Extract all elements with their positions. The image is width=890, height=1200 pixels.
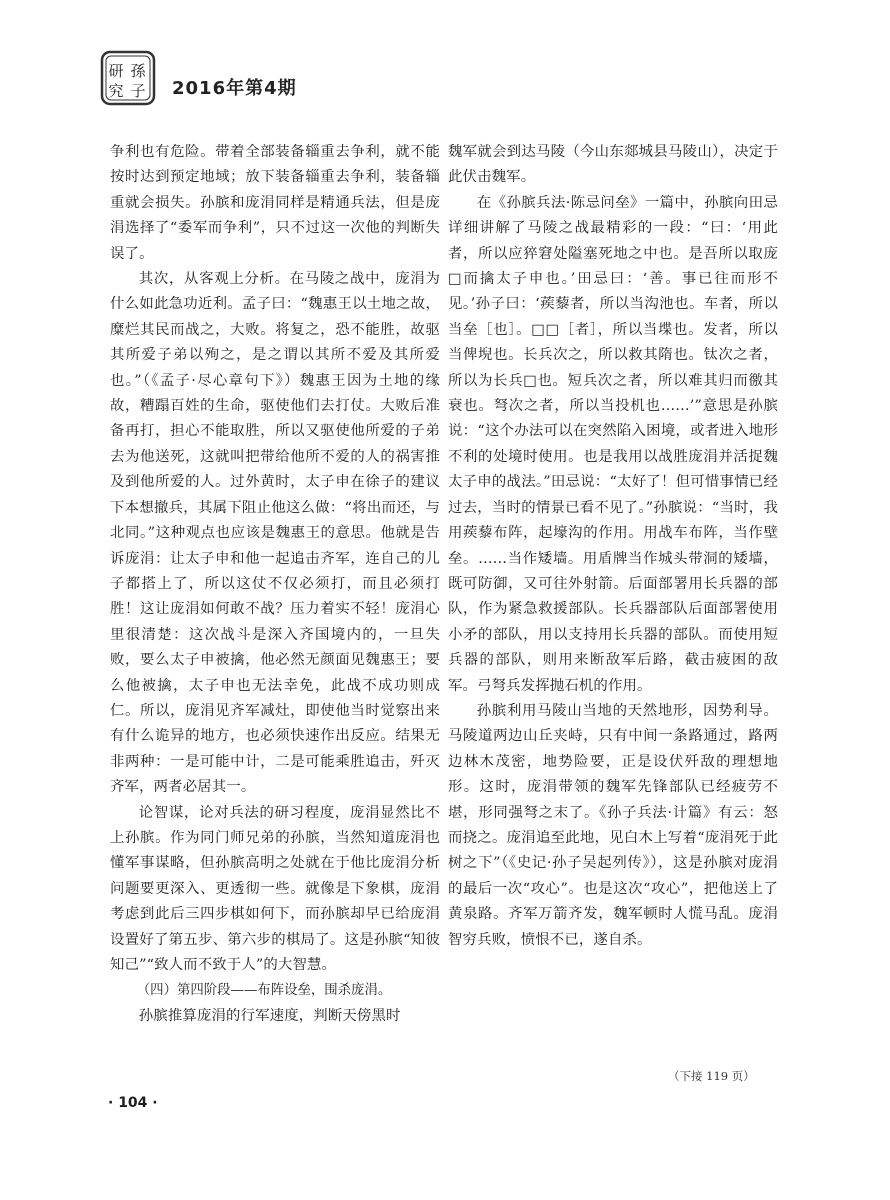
paragraph: 孙膑推算庞涓的行军速度，判断天傍黑时	[138, 1007, 401, 1024]
issue-label: 2016年第4期	[172, 78, 297, 99]
logo-char-2: 究	[108, 82, 124, 100]
paragraph: 其次，从客观上分析。在马陵之战中，庞涓为什么如此急功近利。孟子曰：“魏惠王以土地之故，糜烂其民而战之，大败。将复之，恐不能胜，故驱其所爱子弟以殉之，是之谓以其所不爱及其所爱也。”（《孟子·尽心章句下》）魏惠王因为土地的缘故，糟蹋百姓的生命，驱使他们去打仗。大败后准备再打，担心不能取胜，所以又驱使他所爱的子弟去为他送死，这就叫把带给他所不爱的人的祸害推及到他所爱的人。过外黄时，太子申在徐子的建议下本想撤兵，其属下阻止他这么做：“将出而还，与北同。”这种观点也应该是魏惠王的意思。他就是告诉庞涓：让太子申和他一起追击齐军，连自己的儿子都搭上了，所以这仗不仅必须打，而且必须打胜！这让庞涓如何敢不战？压力着实不轻！庞涓心里很清楚：这次战斗是深入齐国境内的，一旦失败，要么太子申被擒，他必然无颜面见魏惠王；要么他被擒，太子申也无法幸免，此战不成功则成仁。所以，庞涓见齐军减灶，即使他当时觉察出来有什么诡异的地方，也必须快速作出反应。结果无非两种：一是可能中计，二是可能乘胜追击，歼灭齐军，两者必居其一。	[110, 271, 440, 796]
page-header	[100, 50, 800, 110]
page-number: · 104 ·	[108, 1095, 158, 1111]
paragraph: 魏军就会到达马陵（今山东郯城县马陵山），决定于此伏击魏军。	[448, 144, 778, 186]
continued-note: （下接 119 页）	[668, 1069, 755, 1083]
left-column	[110, 140, 440, 1029]
section-subheading: （四）第四阶段——布阵设垒，围杀庞涓。	[136, 983, 392, 999]
paragraph: 在《孙膑兵法·陈忌问垒》一篇中，孙膑向田忌详细讲解了马陵之战最精彩的一段：“曰：‘用此者，所以应猝窘处隘塞死地之中也。是吾所以取庞□而擒太子申也。’田忌曰：‘善。事已往而形不见。’孙子曰：‘蒺藜者，所以当沟池也。车者，所以当垒［也］。□□［者］，所以当堞也。发者，所以当俾堄也。长兵次之，所以救其隋也。钛次之者，所以为长兵□也。短兵次之者，所以难其归而徼其衰也。弩次之者，所以当投机也……’”意思是孙膑说：“这个办法可以在突然陷入困境，或者进入地形不利的处境时使用。也是我用以战胜庞涓并活捉魏太子申的战法。”田忌说：“太好了！但可惜事情已经过去，当时的情景已看不见了。”孙膑说：“当时，我用蒺藜布阵，起壕沟的作用。用战车布阵，当作壁垒。……当作矮墙。用盾牌当作城头带洞的矮墙，既可防御，又可往外射箭。后面部署用长兵器的部队，作为紧急救援部队。长兵器部队后面部署使用小矛的部队，用以支持用长兵器的部队。而使用短兵器的部队，则用来断敌军后路，截击疲困的敌军。弓弩兵发挥抛石机的作用。	[448, 194, 778, 694]
paragraph: 论智谋，论对兵法的研习程度，庞涓显然比不上孙膑。作为同门师兄弟的孙膑，当然知道庞涓也懂军事谋略，但孙膑高明之处就在于他比庞涓分析问题要更深入、更透彻一些。就像是下象棋，庞涓考虑到此后三四步棋如何下，而孙膑却早已给庞涓设置好了第五步、第六步的棋局了。这是孙膑“知彼知己”“致人而不致于人”的大智慧。	[110, 804, 440, 973]
right-column	[448, 140, 778, 953]
paragraph: 孙膑利用马陵山当地的天然地形，因势利导。马陵道两边山丘夹峙，只有中间一条路通过，路两边林木茂密，地势险要，正是设伏歼敌的理想地形。这时，庞涓带领的魏军先锋部队已经疲劳不堪，形同强弩之末了。《孙子兵法·计篇》有云：怒而挠之。庞涓追至此地，见白木上写着“庞涓死于此树之下”（《史记·孙子吴起列传》），这是孙膑对庞涓的最后一次“攻心”。也是这次“攻心”，把他送上了黄泉路。齐军万箭齐发，魏军顿时人慌马乱。庞涓智穷兵败，愤恨不已，遂自杀。	[448, 702, 778, 948]
journal-logo-seal	[100, 50, 156, 106]
logo-char-1: 研	[108, 62, 124, 80]
logo-char-4: 子	[130, 82, 146, 100]
logo-char-3: 孫	[130, 62, 146, 80]
paragraph: 争利也有危险。带着全部装备辎重去争利，就不能按时达到预定地域；放下装备辎重去争利，装备辎重就会损失。孙膑和庞涓同样是精通兵法，但是庞涓选择了“委军而争利”，只不过这一次他的判断失误了。	[110, 144, 440, 262]
